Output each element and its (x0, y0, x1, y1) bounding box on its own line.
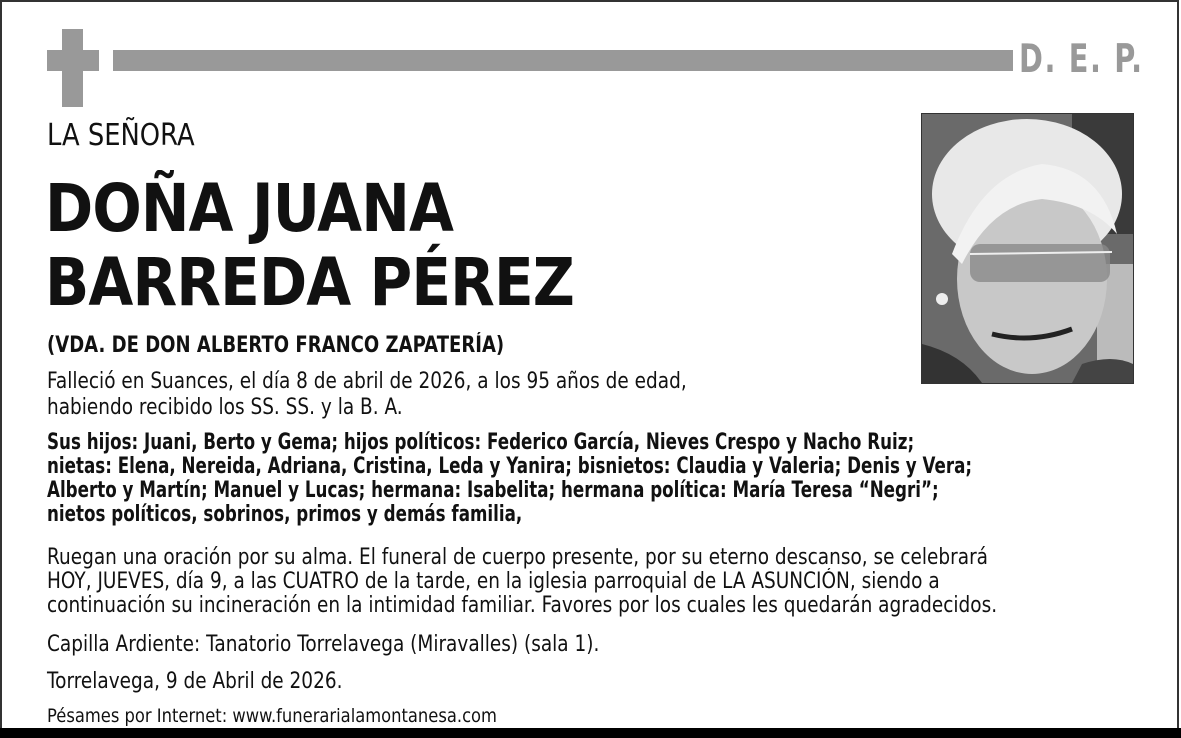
funeral-line-3: continuación su incineración en la intimidad familiar. Favores por los cuales les quedarán agradecidos. (47, 593, 998, 618)
funeral-line-2: HOY, JUEVES, día 9, a las CUATRO de la tarde, en la iglesia parroquial de LA ASUNCIÓN, siendo a (47, 569, 940, 594)
deceased-name (45, 172, 574, 320)
chapel-info: Capilla Ardiente: Tanatorio Torrelavega (Miravalles) (sala 1). (47, 632, 600, 657)
funeral-line-1: Ruegan una oración por su alma. El funeral de cuerpo presente, por su eterno descanso, se celebrará (47, 545, 989, 570)
name-line-1: DOÑA JUANA (45, 170, 454, 247)
family-line-1: Sus hijos: Juani, Berto y Gema; hijos políticos: Federico García, Nieves Crespo y Nacho Ruiz; (47, 430, 915, 455)
deceased-photo (921, 113, 1134, 384)
family-line-3: Alberto y Martín; Manuel y Lucas; hermana: Isabelita; hermana política: María Teresa “Negri”; (47, 478, 939, 503)
name-line-2: BARREDA PÉREZ (45, 244, 575, 321)
dep-label: D. E. P. (1019, 37, 1144, 82)
honorific: LA SEÑORA (47, 118, 195, 153)
portrait-image (922, 114, 1133, 383)
family-line-4: nietos políticos, sobrinos, primos y demás familia, (47, 502, 523, 527)
widow-of: (VDA. DE DON ALBERTO FRANCO ZAPATERÍA) (47, 333, 505, 358)
family-line-2: nietas: Elena, Nereida, Adriana, Cristina, Leda y Yanira; bisnietos: Claudia y Valeria; Denis y Vera; (47, 454, 973, 479)
header-rule (113, 50, 1013, 71)
place-date: Torrelavega, 9 de Abril de 2026. (47, 669, 343, 694)
death-line-2: habiendo recibido los SS. SS. y la B. A. (47, 395, 403, 420)
condolences-link[interactable]: Pésames por Internet: www.funerarialamontanesa.com (47, 705, 497, 727)
bottom-border-bar (0, 728, 1181, 738)
death-line-1: Falleció en Suances, el día 8 de abril de 2026, a los 95 años de edad, (47, 369, 687, 394)
cross-horizontal-bar (47, 50, 99, 71)
